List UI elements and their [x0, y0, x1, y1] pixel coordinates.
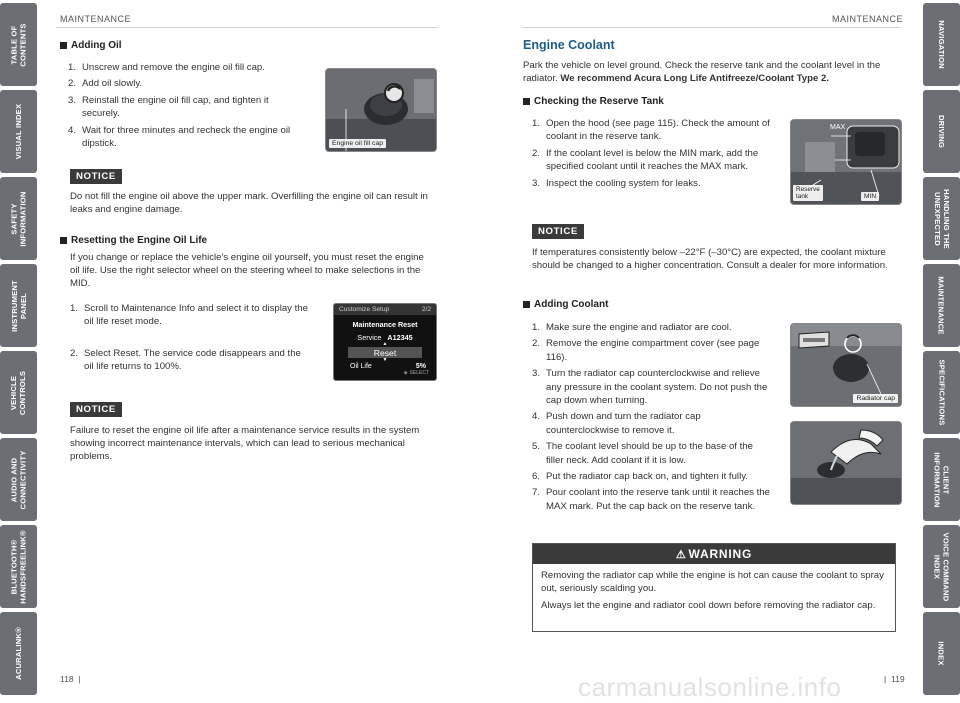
list-item: 3. Reinstall the engine oil fill cap, and tighten it securely.	[68, 94, 269, 120]
checking-steps	[532, 117, 770, 193]
tab-table-of-contents[interactable]	[0, 3, 37, 86]
notice-text: Failure to reset the engine oil life after a maintenance service results in the system showing incorrect maintenance intervals, which can lead to serious mechanical problems.	[70, 425, 420, 463]
max-label: MAX	[830, 124, 846, 131]
tab-maintenance[interactable]	[923, 264, 960, 347]
list-item: 3. Turn the radiator cap counterclockwise and relieve any pressure in the coolant system. Do not push the cap down when turning.	[532, 368, 768, 407]
adding-oil-heading: Adding Oil	[60, 40, 122, 51]
notice-label: NOTICE	[70, 169, 122, 184]
warning-text-1: Removing the radiator cap while the engine is hot can cause the coolant to spray out, seriously scalding you.	[541, 570, 884, 595]
left-side-tabs	[0, 0, 37, 703]
list-item: 2. If the coolant level is below the MIN mark, add the specified coolant until it reaches the MAX mark.	[532, 147, 759, 173]
reserve-tank-image	[790, 119, 902, 205]
warning-label: WARNING	[688, 547, 753, 561]
list-item: 2. Select Reset. The service code disappears and the oil life returns to 100%.	[70, 347, 301, 373]
mid-header	[334, 304, 436, 315]
adding-coolant-heading: Adding Coolant	[523, 299, 608, 310]
tab-label: BLUETOOTH® HANDSFREELINK®	[9, 529, 28, 604]
list-item: 2. Remove the engine compartment cover (see page 116).	[532, 338, 760, 363]
mid-reset-option[interactable]: Reset	[348, 347, 422, 358]
tab-label: VOICE COMMAND INDEX	[932, 532, 951, 601]
image-caption: Engine oil fill cap	[329, 139, 386, 148]
list-item: 5. The coolant level should be up to the base of the filler neck. Add coolant if it is low.	[532, 441, 753, 466]
tab-label: AUDIO AND CONNECTIVITY	[9, 450, 28, 509]
warning-text-2: Always let the engine and radiator cool down before removing the radiator cap.	[541, 600, 876, 611]
tab-label: NAVIGATION	[937, 20, 947, 69]
tab-label: VISUAL INDEX	[14, 103, 23, 160]
tab-audio-connectivity[interactable]	[0, 438, 37, 521]
list-item: 3. Inspect the cooling system for leaks.	[532, 177, 701, 189]
tab-driving[interactable]	[923, 90, 960, 173]
warning-header	[533, 544, 895, 564]
list-item: 4. Wait for three minutes and recheck the engine oil dipstick.	[68, 124, 291, 150]
pouring-coolant-illustration	[791, 422, 902, 505]
warning-box	[532, 543, 896, 632]
tab-label: CLIENT INFORMATION	[932, 451, 951, 508]
warning-triangle-icon: ⚠	[675, 548, 687, 561]
adding-coolant-image	[790, 421, 902, 505]
engine-oil-fill-cap-image	[325, 68, 437, 152]
header-rule-left	[56, 27, 438, 28]
reserve-tank-label: Reserve tank	[793, 185, 823, 201]
tab-voice-command-index[interactable]	[923, 525, 960, 608]
coolant-intro: Park the vehicle on level ground. Check the reserve tank and the coolant level in the radiator. We recommend Acura Long Life Antifreeze/Coolant Type 2.	[523, 60, 881, 85]
notice-text: Do not fill the engine oil above the upper mark. Overfilling the engine oil can result in leaks and engine damage.	[70, 191, 428, 216]
checking-reserve-tank-heading: Checking the Reserve Tank	[523, 96, 664, 107]
resetting-oil-life-heading: Resetting the Engine Oil Life	[60, 235, 207, 246]
notice-text: If temperatures consistently below –22°F (–30°C) are expected, the coolant mixture should be changed to a higher concentration. Consult a dealer for more information.	[532, 247, 888, 272]
selector-wheel-icon: ◈	[403, 370, 408, 376]
page-number-right: | 119	[884, 674, 905, 684]
mid-display	[333, 303, 437, 381]
image-caption: Radiator cap	[853, 394, 898, 403]
tab-index[interactable]	[923, 612, 960, 695]
adding-oil-steps	[68, 61, 308, 153]
mid-page-indicator: 2/2	[421, 306, 431, 313]
list-item: 1. Scroll to Maintenance Info and select it to display the oil life reset mode.	[70, 303, 308, 328]
tab-specifications[interactable]	[923, 351, 960, 434]
tab-label: DRIVING	[936, 114, 946, 149]
tab-label: ACURALINK®	[14, 627, 24, 680]
list-item: 7. Pour coolant into the reserve tank until it reaches the MAX mark. Put the cap back on the reserve tank.	[532, 487, 770, 512]
tab-navigation[interactable]	[923, 3, 960, 86]
tab-label: HANDLING THE UNEXPECTED	[932, 188, 951, 249]
mid-service-row: Service A12345	[357, 333, 413, 342]
header-rule-right	[522, 27, 900, 28]
tab-handling-the-unexpected[interactable]	[923, 177, 960, 260]
list-item: 1. Open the hood (see page 115). Check the amount of coolant in the reserve tank.	[532, 118, 770, 143]
tab-acuralink[interactable]	[0, 612, 37, 695]
mid-select-hint: ◈ SELECT	[403, 370, 429, 376]
up-arrow-icon: ▲	[382, 341, 388, 347]
down-arrow-icon: ▼	[382, 357, 388, 363]
tab-vehicle-controls[interactable]	[0, 351, 37, 434]
min-label: MIN	[861, 192, 879, 201]
list-item: 4. Push down and turn the radiator cap counterclockwise to remove it.	[532, 411, 701, 436]
page-number-left: 118 |	[60, 674, 81, 684]
tab-instrument-panel[interactable]	[0, 264, 37, 347]
watermark: carmanualsonline.info	[578, 672, 842, 702]
adding-coolant-steps	[532, 321, 770, 516]
notice-label: NOTICE	[532, 224, 584, 239]
right-side-tabs	[923, 0, 960, 703]
tab-label: SAFETY INFORMATION	[9, 190, 28, 247]
notice-label: NOTICE	[70, 402, 122, 417]
tab-safety-information[interactable]	[0, 177, 37, 260]
list-item: 1. Make sure the engine and radiator are cool.	[532, 322, 732, 333]
resetting-steps	[70, 302, 310, 377]
tab-bluetooth-handsfreelink[interactable]	[0, 525, 37, 608]
page-header-right: MAINTENANCE	[832, 14, 904, 24]
tab-label: INSTRUMENT PANEL	[9, 279, 28, 332]
tab-label: INDEX	[937, 641, 946, 666]
tab-label: SPECIFICATIONS	[937, 359, 947, 426]
tab-client-information[interactable]	[923, 438, 960, 521]
resetting-intro: If you change or replace the vehicle's engine oil yourself, you must reset the engine oil life. Use the right selector wheel on the steering wheel to make selections in the MID.	[70, 252, 424, 290]
mid-oil-life-row: Oil Life 5%	[350, 363, 426, 370]
list-item: 1. Unscrew and remove the engine oil fill cap.	[68, 62, 265, 73]
radiator-cap-image	[790, 323, 902, 407]
list-item: 2. Add oil slowly.	[68, 78, 143, 90]
tab-visual-index[interactable]	[0, 90, 37, 173]
mid-header-title: Customize Setup	[339, 306, 390, 313]
list-item: 6. Put the radiator cap back on, and tighten it fully.	[532, 471, 748, 483]
engine-coolant-title: Engine Coolant	[523, 38, 615, 52]
tab-label: MAINTENANCE	[937, 276, 946, 335]
tab-label: TABLE OF CONTENTS	[9, 22, 28, 67]
tab-label: VEHICLE CONTROLS	[9, 370, 28, 415]
page-header-left: MAINTENANCE	[60, 14, 132, 24]
mid-title: Maintenance Reset	[352, 320, 418, 329]
